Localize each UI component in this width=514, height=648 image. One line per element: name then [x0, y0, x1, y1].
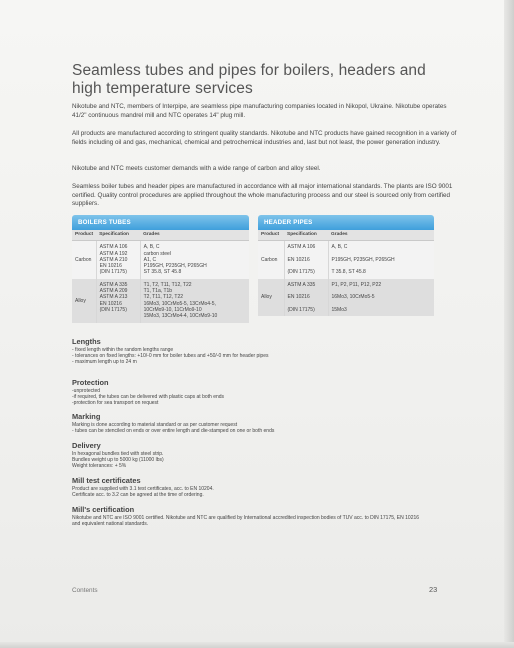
grade-line: ST 35.8, ST 45.8 — [143, 269, 182, 276]
product-cell: Carbon — [258, 241, 284, 279]
delivery-line: In hexagonal bundles tied with steel strip. — [72, 451, 164, 457]
contents-link[interactable]: Contents — [72, 587, 98, 594]
spec-line: EN 10216 — [99, 300, 122, 307]
table-row — [258, 241, 434, 279]
column-header: Product — [72, 230, 96, 241]
certificates-line: Product are supplied with 3.1 test certificates, acc. to EN 10204. — [72, 486, 214, 492]
grades-cell — [328, 241, 434, 279]
table-header-row — [72, 230, 249, 241]
spec-line: EN 10216 — [99, 263, 122, 270]
table-header-row — [258, 230, 434, 241]
marking-heading: Marking — [72, 412, 101, 421]
column-header: Grades — [140, 230, 249, 241]
grades-cell — [140, 241, 249, 279]
grade-line: T1, T2, T11, T12, T22 — [143, 281, 192, 288]
spec-line: ASTM A 335 — [287, 281, 316, 288]
certification-line: Nikotube and NTC are ISO 9001 certified. Nikotube and NTC are qualified by International accredited inspection bodies of TUV acc. to DIN 17175, EN 10216 — [72, 515, 420, 521]
grade-line: T 35.8, ST 45.8 — [331, 269, 366, 276]
spec-line: (DIN 17175) — [99, 269, 127, 276]
protection-heading: Protection — [72, 378, 109, 387]
specification-cell — [284, 279, 328, 316]
mill-certification-body — [72, 515, 462, 527]
spec-line: EN 10216 — [287, 294, 310, 301]
spec-line: ASTM A 210 — [99, 256, 128, 263]
grade-line: 15Mo3, 13CrMo4-4, 10CrMo9-10 — [143, 313, 218, 320]
column-header: Specification — [96, 230, 140, 241]
grades-cell — [140, 279, 249, 323]
lengths-line: - tolerances on fixed lengths: +10/-0 mm for boiler tubes and +50/-0 mm for header pipes — [72, 353, 269, 360]
boiler-tubes-table-title: BOILERS TUBES — [72, 215, 249, 230]
mill-test-certificates-body — [72, 486, 462, 498]
table-row — [72, 279, 249, 323]
spec-line: ASTM A 335 — [99, 281, 128, 288]
spec-line: ASTM A 106 — [99, 244, 128, 251]
page-edge-right — [504, 0, 514, 648]
header-pipes-table-title: HEADER PIPES — [258, 215, 434, 230]
grade-line: T1, T1a, T1b — [143, 288, 173, 295]
mill-test-certificates-heading: Mill test certificates — [72, 476, 141, 485]
header-pipes-grid — [258, 230, 434, 316]
grade-line: T2, T11, T12, T22 — [143, 294, 183, 301]
boiler-tubes-table — [72, 215, 249, 323]
delivery-line: Weight tolerances: + 5% — [72, 463, 127, 470]
spec-line: ASTM A 209 — [99, 288, 128, 295]
product-cell: Carbon — [72, 241, 96, 279]
grade-line: 10CrMo9-10, 11CrMo9-10 — [143, 306, 202, 313]
delivery-line: Bundles weight up to 5000 kg (11000 lbs) — [72, 457, 164, 464]
grade-line: P195GH, P235GH, P265GH — [331, 256, 395, 263]
table-row — [258, 279, 434, 316]
grade-line: A, B, C — [143, 244, 160, 251]
grade-line: P195GH, P235GH, P265GH — [143, 263, 207, 270]
standards-paragraph: Seamless boiler tubes and header pipes are manufactured in accordance with all major international standards. The plants are ISO 9001 certified. Quality control procedures are applied throughout the whole manufacturing process and our steel is sourced only from certified suppliers. — [72, 183, 453, 208]
spec-line: ASTM A 192 — [99, 250, 128, 257]
product-cell: Alloy — [72, 279, 96, 323]
intro-paragraph: Nikotube and NTC, members of Interpipe, are seamless pipe manufacturing companies located in Nikopol, Ukraine. Nikotube operates 41/2" continuous mandrel mill and NTC operates 14" plug mill. — [72, 103, 447, 119]
lengths-line: - maximum length up to 24 m — [72, 359, 137, 366]
specification-cell — [96, 279, 140, 323]
spec-line: ASTM A 213 — [99, 294, 128, 301]
protection-line: -protection for sea transport on request — [72, 400, 159, 407]
grade-line: A1, C — [143, 256, 157, 263]
grade-line: P1, P2, P11, P12, P22 — [331, 281, 382, 288]
page-number: 23 — [429, 585, 438, 594]
mill-certification-heading: Mill's certification — [72, 505, 135, 514]
column-header: Specification — [284, 230, 328, 241]
quality-paragraph: All products are manufactured according to stringent quality standards. Nikotube and NTC products have gained recognition in a variety of fields including oil and gas, mechanical, chemical and petrochemical industries and, last but not least, the power generation industry. — [72, 130, 457, 146]
marking-line: Marking is done according to material standard or as per customer request — [72, 422, 238, 428]
spec-line: (DIN 17175) — [99, 306, 127, 313]
product-cell: Alloy — [258, 279, 284, 316]
range-paragraph: Nikotube and NTC meets customer demands with a wide range of carbon and alloy steel. — [72, 165, 321, 172]
grade-line: carbon steel — [143, 250, 171, 257]
specification-cell — [284, 241, 328, 279]
protection-line: -unprotected — [72, 388, 101, 394]
grades-cell — [328, 279, 434, 316]
delivery-heading: Delivery — [72, 441, 101, 450]
spec-line: EN 10216 — [287, 256, 310, 263]
lengths-heading: Lengths — [72, 337, 101, 346]
certificates-line: Certificate acc. to 3.2 can be agreed at the time of ordering. — [72, 492, 204, 499]
grade-line: A, B, C — [331, 244, 348, 251]
table-row — [72, 241, 249, 279]
page-edge-bottom — [0, 642, 514, 648]
boiler-tubes-grid — [72, 230, 249, 323]
grade-line: 15Mo3 — [331, 306, 347, 313]
certification-line: and equivalent national standards. — [72, 521, 149, 528]
column-header: Product — [258, 230, 284, 241]
page-title: Seamless tubes and pipes for boilers, headers and high temperature services — [72, 62, 426, 97]
lengths-body — [72, 347, 462, 366]
lengths-line: - fixed length within the random lengths range — [72, 347, 174, 353]
specification-cell — [96, 241, 140, 279]
delivery-body — [72, 451, 462, 470]
protection-body — [72, 388, 462, 407]
header-pipes-table — [258, 215, 434, 316]
protection-line: -if required, the tubes can be delivered with plastic caps at both ends — [72, 394, 225, 401]
spec-line: (DIN 17175) — [287, 269, 315, 276]
grade-line: 16Mo3, 10CrMo5-5 — [331, 294, 375, 301]
grade-line: 16Mo3, 10CrMo5-5, 13CrMo4-5, — [143, 300, 216, 307]
spec-line: (DIN 17175) — [287, 306, 315, 313]
column-header: Grades — [328, 230, 434, 241]
marking-body — [72, 422, 462, 434]
marking-line: - tubes can be stenciled on ends or over entire length and die-stamped on one or both ends — [72, 428, 275, 435]
spec-line: ASTM A 106 — [287, 244, 316, 251]
